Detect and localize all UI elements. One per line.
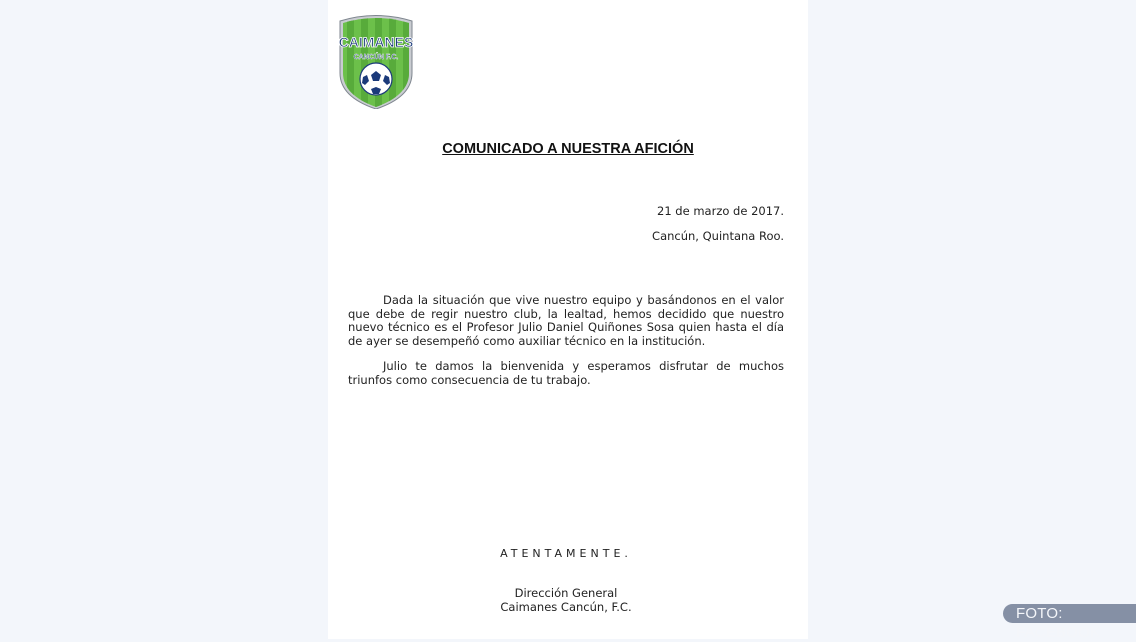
document-date: 21 de marzo de 2017. [657, 204, 784, 218]
club-crest-logo [337, 15, 415, 109]
crest-name: CAIMANES [338, 34, 414, 50]
document-title: COMUNICADO A NUESTRA AFICIÓN [442, 141, 694, 157]
signature-line: Caimanes Cancún, F.C. [500, 600, 632, 614]
document-place: Cancún, Quintana Roo. [652, 229, 784, 243]
document-page [328, 0, 808, 639]
closing-text: ATENTAMENTE. [500, 547, 632, 560]
soccer-ball-icon [360, 63, 392, 95]
crest-city: CANCÚN F.C. [353, 54, 399, 61]
photo-credit-badge: FOTO: FACEBOOK [1003, 604, 1136, 623]
body-paragraph: Dada la situación que vive nuestro equipo y basándonos en el valor que debe de regir nuestro club, la lealtad, hemos decidido que nuestro nuevo técnico es el Profesor Julio Daniel Quiñones Sosa quien hasta el día de ayer se desempeñó como auxiliar técnico en la institución. [348, 293, 784, 348]
body-paragraph: Julio te damos la bienvenida y esperamos disfrutar de muchos triunfos como consecuencia de tu trabajo. [348, 359, 784, 387]
signature-line: Dirección General [514, 586, 618, 600]
